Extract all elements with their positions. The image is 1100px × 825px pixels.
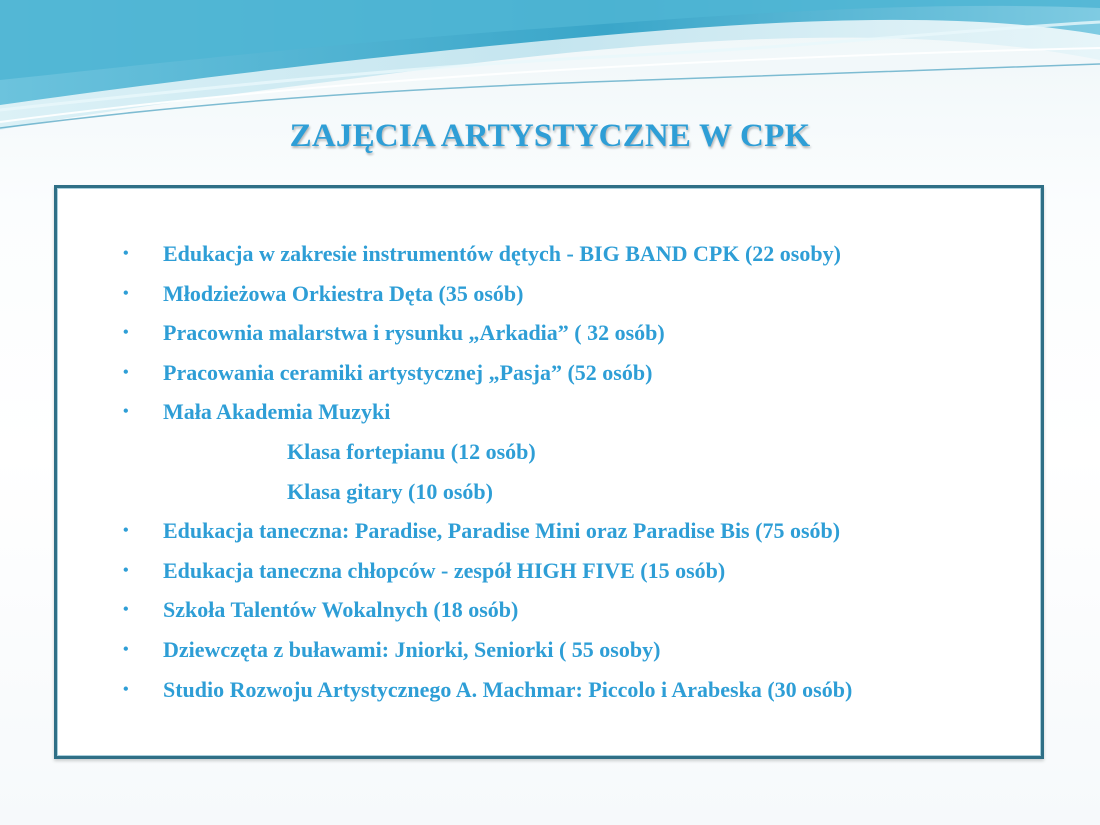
list-item <box>57 511 1047 551</box>
sub-list-item <box>57 472 1047 512</box>
list-item-text: Studio Rozwoju Artystycznego A. Machmar: Piccolo i Arabeska (30 osób) <box>163 676 853 702</box>
list-item-text: Pracowania ceramiki artystycznej „Pasja” (52 osób) <box>163 359 653 385</box>
list-item <box>57 313 1047 353</box>
list-item-text: Młodzieżowa Orkiestra Dęta (35 osób) <box>163 280 524 306</box>
bullet-icon: • <box>123 561 129 579</box>
list-item <box>57 274 1047 314</box>
page-title: ZAJĘCIA ARTYSTYCZNE W CPK <box>289 118 811 154</box>
bullet-icon: • <box>123 403 129 421</box>
bullet-icon: • <box>123 640 129 658</box>
list-item-text: Klasa gitary (10 osób) <box>287 478 493 504</box>
list-item <box>57 590 1047 630</box>
activity-list <box>57 234 1047 709</box>
list-item-text: Klasa fortepianu (12 osób) <box>287 438 536 464</box>
list-item-text: Pracownia malarstwa i rysunku „Arkadia” ( 32 osób) <box>163 320 665 346</box>
bullet-icon: • <box>123 245 129 262</box>
list-item-text: Dziewczęta z buławami: Jniorki, Seniorki ( 55 osoby) <box>163 636 661 662</box>
list-item-text: Edukacja taneczna chłopców - zespół HIGH FIVE (15 osób) <box>163 557 726 583</box>
bullet-icon: • <box>123 680 129 698</box>
list-item <box>57 353 1047 393</box>
sub-list-item <box>57 432 1047 472</box>
list-item-text: Szkoła Talentów Wokalnych (18 osób) <box>163 597 519 623</box>
bullet-icon: • <box>123 324 129 342</box>
bullet-icon: • <box>123 601 129 619</box>
list-item <box>57 392 1047 432</box>
list-item-text: Mała Akademia Muzyki <box>163 399 391 425</box>
bullet-icon: • <box>123 284 129 302</box>
list-item-text: Edukacja w zakresie instrumentów dętych - BIG BAND CPK (22 osoby) <box>163 241 841 266</box>
content-frame <box>54 185 1044 759</box>
bullet-icon: • <box>123 522 129 540</box>
list-item <box>57 551 1047 591</box>
bullet-icon: • <box>123 363 129 381</box>
list-item <box>57 630 1047 670</box>
list-item <box>57 670 1047 710</box>
list-item <box>57 234 1047 274</box>
list-item-text: Edukacja taneczna: Paradise, Paradise Mini oraz Paradise Bis (75 osób) <box>163 518 841 544</box>
